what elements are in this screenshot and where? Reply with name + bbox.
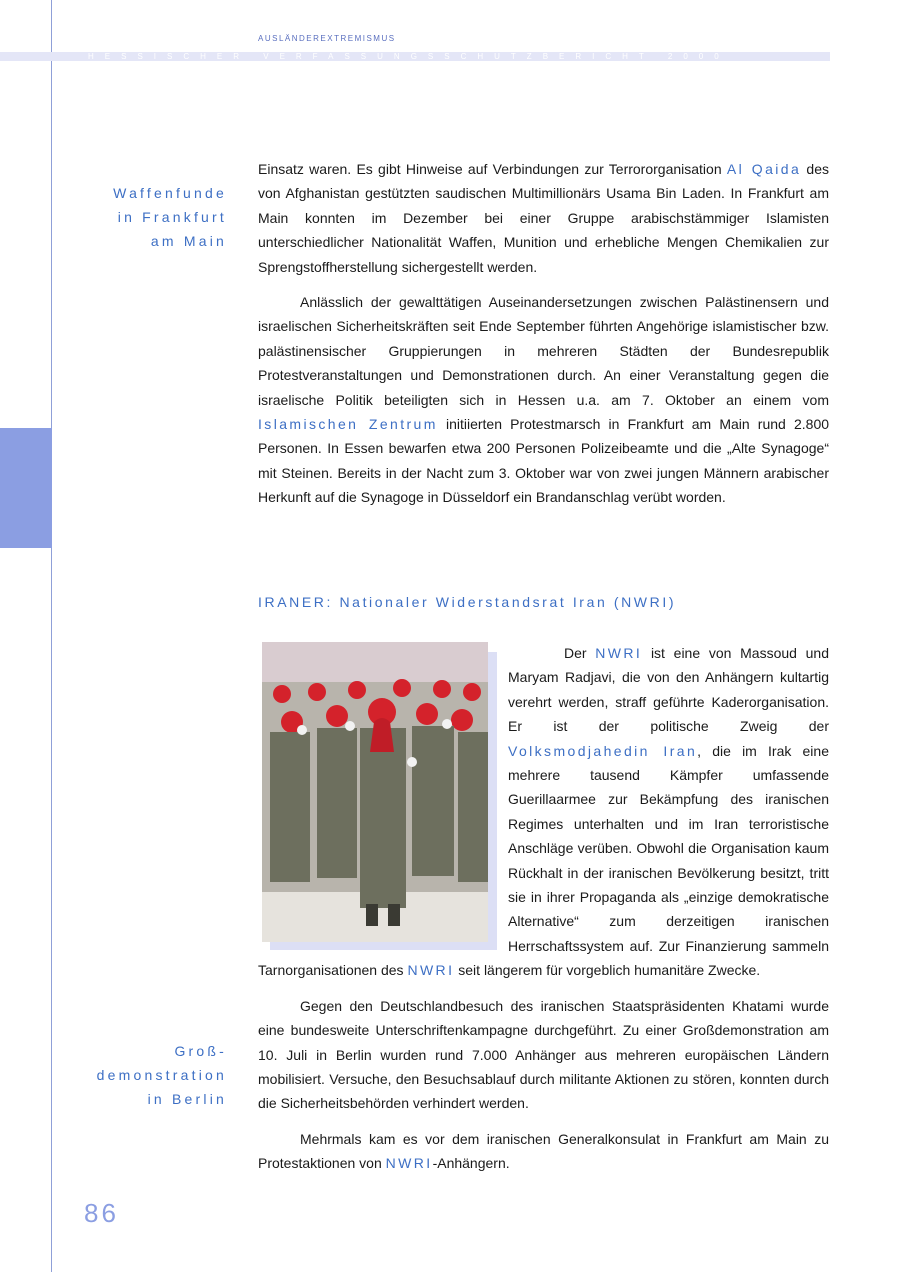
- body-text-block-2: [258, 641, 829, 1176]
- margin-note-line: Waffenfunde: [113, 185, 227, 201]
- paragraph: Mehrmals kam es vor dem iranischen Generalkonsulat in Frankfurt am Main zu Protestaktionen von NWRI-Anhängern.: [258, 1130, 829, 1172]
- paragraph: Der NWRI ist eine von Massoud und Maryam Radjavi, die von den Anhängern kultartig verehrt werden, straff geführte Kaderorganisation. Er ist der politische Zweig der Volksmodjahedin Iran, die im Irak eine mehrere tausend Kämpfer umfassende Guerillaarmee zur Bekämpfung des iranischen Regimes unterhalten und im Iran terroristische Anschläge verüben. Obwohl die Organisation kaum Rückhalt in der iranischen Bevölkerung besitzt, tritt sie in ihrer Propaganda als „einzige demokratische Alternative“ zum derzeitigen iranischen Herrschaftssystem auf. Zur Finanzierung sammeln Tarnorganisationen des NWRI seit längerem für vorgeblich humanitäre Zwecke.: [258, 641, 829, 983]
- paragraph: Gegen den Deutschlandbesuch des iranischen Staatspräsidenten Khatami wurde eine bundesweite Unterschriftenkampagne durchgeführt. Zu einer Großdemonstration am 10. Juli in Berlin wurden rund 7.000 Anhänger aus mehreren europäischen Ländern mobilisiert. Versuche, den Besuchsablauf durch militante Aktionen zu stören, konnten durch die Sicherheitsbehörden verhindert werden.: [258, 997, 829, 1112]
- body-text-block-1: [258, 157, 829, 510]
- margin-note-berlin: [97, 1039, 227, 1111]
- photo-float-spacer: [258, 641, 508, 941]
- chapter-tab: [0, 428, 52, 548]
- highlight-term: NWRI: [407, 962, 455, 979]
- margin-note-weapons: [113, 181, 227, 253]
- section-header: AUSLÄNDEREXTREMISMUS: [258, 34, 396, 43]
- highlight-term: Islamischen Zentrum: [258, 416, 438, 433]
- paragraph: Einsatz waren. Es gibt Hinweise auf Verbindungen zur Terrororganisation Al Qaida des von Afghanistan gestützten saudischen Multimillionärs Usama Bin Laden. In Frankfurt am Main konnten im Dezember bei einer Gruppe arabischstämmiger Islamisten unterschiedlicher Nationalität Waffen, Munition und erhebliche Mengen Chemikalien zur Sprengstoffherstellung sichergestellt werden.: [258, 161, 829, 275]
- highlight-term: NWRI: [595, 645, 643, 661]
- margin-rule: [51, 0, 52, 1272]
- page-number: 86: [84, 1198, 119, 1228]
- highlight-term: NWRI: [385, 1155, 433, 1172]
- margin-note-line: Groß-: [174, 1043, 227, 1059]
- running-title: HESSISCHER VERFASSUNGSSCHUTZBERICHT 2000: [88, 52, 730, 61]
- margin-note-line: demonstration: [96, 1067, 227, 1083]
- margin-note-line: in Frankfurt: [117, 209, 227, 225]
- highlight-term: Al Qaida: [726, 161, 802, 177]
- margin-note-line: in Berlin: [147, 1091, 227, 1107]
- paragraph: Anlässlich der gewalttätigen Auseinandersetzungen zwischen Palästinensern und israelischen Sicherheitskräften seit Ende September führten Angehörige islamistischer bzw. palästinensischer Gruppierungen in mehreren Städten der Bundesrepublik Protestveranstaltungen und Demonstrationen durch. An einer Veranstaltung gegen die israelische Politik beteiligten sich in Hessen u.a. am 7. Oktober an einem vom Islamischen Zentrum initiierten Protestmarsch in Frankfurt am Main rund 2.800 Personen. In Essen bewarfen etwa 200 Personen Polizeibeamte und die „Alte Synagoge“ mit Steinen. Bereits in der Nacht zum 3. Oktober war von zwei jungen Männern arabischer Herkunft auf die Synagoge in Düsseldorf ein Brandanschlag verübt worden.: [258, 294, 830, 506]
- highlight-term: Volksmodjahedin Iran: [508, 742, 698, 759]
- margin-note-line: am Main: [150, 233, 227, 249]
- section-heading: IRANER: Nationaler Widerstandsrat Iran (NWRI): [258, 594, 677, 610]
